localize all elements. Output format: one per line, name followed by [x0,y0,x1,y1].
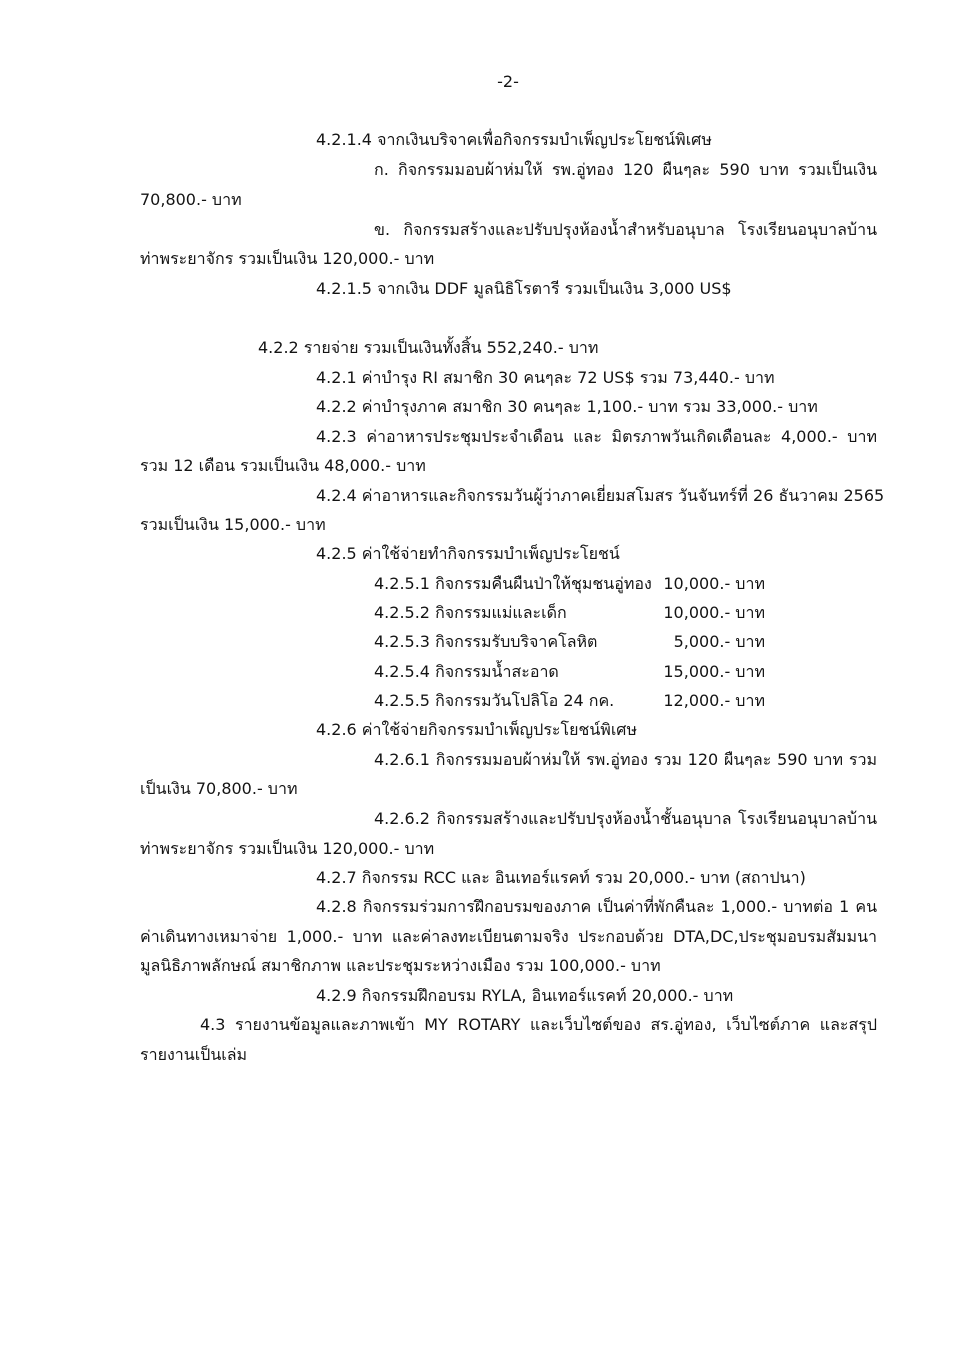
blankets-line: เป็นเงิน 70,800.- บาท [140,779,298,798]
donation-item-b-line: ข. กิจกรรมสร้างและปรับปรุงห้องน้ำสำหรับอนุบาล โรงเรียนอนุบาลบ้าน [374,220,877,239]
training-line: มูลนิธิภาพลักษณ์ สมาชิกภาพ และประชุมระหว่างเมือง รวม 100,000.- บาท [140,956,661,975]
meals-line: รวม 12 เดือน รวมเป็นเงิน 48,000.- บาท [140,456,426,475]
ddf-line: 4.2.1.5 จากเงิน DDF มูลนิธิโรตารี รวมเป็นเงิน 3,000 US$ [316,279,732,298]
service-item-label: 4.2.5.4 กิจกรรมน้ำสะอาด [374,662,559,681]
meals-line: 4.2.3 ค่าอาหารประชุมประจำเดือน และ มิตรภาพวันเกิดเดือนละ 4,000.- บาท [316,427,877,446]
service-item-amount: 10,000.- บาท [663,574,765,593]
ri-dues-line: 4.2.1 ค่าบำรุง RI สมาชิก 30 คนๆละ 72 US$ รวม 73,440.- บาท [316,368,775,387]
expenses-heading: 4.2.2 รายจ่าย รวมเป็นเงินทั้งสิ้น 552,240.- บาท [258,338,599,357]
donation-item-a-line: ก. กิจกรรมมอบผ้าห่มให้ รพ.อู่ทอง 120 ผืนๆละ 590 บาท รวมเป็นเงิน [374,160,877,179]
service-item-label: 4.2.5.2 กิจกรรมแม่และเด็ก [374,603,567,622]
blankets-line: 4.2.6.1 กิจกรรมมอบผ้าห่มให้ รพ.อู่ทอง รวม 120 ผืนๆละ 590 บาท รวม [374,750,877,769]
service-item-label: 4.2.5.5 กิจกรรมวันโปลิโอ 24 กค. [374,691,615,710]
rcc-line: 4.2.7 กิจกรรม RCC และ อินเทอร์แรคท์ รวม 20,000.- บาท (สถาปนา) [316,868,806,887]
special-service-heading: 4.2.6 ค่าใช้จ่ายกิจกรรมบำเพ็ญประโยชน์พิเศษ [316,720,637,739]
donation-item-b-line: ท่าพระยาจักร รวมเป็นเงิน 120,000.- บาท [140,249,435,268]
service-item-amount: 15,000.- บาท [663,662,765,681]
governor-visit-line: 4.2.4 ค่าอาหารและกิจกรรมวันผู้ว่าภาคเยี่ยมสโมสร วันจันทร์ที่ 26 ธันวาคม 2565 [316,486,885,505]
service-item-amount: 5,000.- บาท [673,632,765,651]
service-item-label: 4.2.5.3 กิจกรรมรับบริจาคโลหิต [374,632,598,651]
district-dues-line: 4.2.2 ค่าบำรุงภาค สมาชิก 30 คนๆละ 1,100.- บาท รวม 33,000.- บาท [316,397,818,416]
ryla-line: 4.2.9 กิจกรรมฝึกอบรม RYLA, อินเทอร์แรคท์ 20,000.- บาท [316,986,734,1005]
report-line: 4.3 รายงานข้อมูลและภาพเข้า MY ROTARY และเว็บไซต์ของ สร.อู่ทอง, เว็บไซต์ภาค และสรุป [200,1015,877,1034]
donation-special-heading: 4.2.1.4 จากเงินบริจาคเพื่อกิจกรรมบำเพ็ญประโยชน์พิเศษ [316,130,712,149]
page-number: -2- [497,72,519,91]
service-item-amount: 12,000.- บาท [663,691,765,710]
service-item-label: 4.2.5.1 กิจกรรมคืนผืนป่าให้ชุมชนอู่ทอง [374,574,652,593]
service-heading: 4.2.5 ค่าใช้จ่ายทำกิจกรรมบำเพ็ญประโยชน์ [316,544,620,563]
training-line: 4.2.8 กิจกรรมร่วมการฝึกอบรมของภาค เป็นค่าที่พักคืนละ 1,000.- บาทต่อ 1 คน [316,897,877,916]
restroom-line: ท่าพระยาจักร รวมเป็นเงิน 120,000.- บาท [140,839,435,858]
governor-visit-line: รวมเป็นเงิน 15,000.- บาท [140,515,326,534]
service-item-amount: 10,000.- บาท [663,603,765,622]
restroom-line: 4.2.6.2 กิจกรรมสร้างและปรับปรุงห้องน้ำชั้นอนุบาล โรงเรียนอนุบาลบ้าน [374,809,877,828]
report-line: รายงานเป็นเล่ม [140,1045,248,1064]
training-line: ค่าเดินทางเหมาจ่าย 1,000.- บาท และค่าลงทะเบียนตามจริง ประกอบด้วย DTA,DC,ประชุมอบรมสัมมนา [140,927,877,946]
donation-item-a-line: 70,800.- บาท [140,190,242,209]
